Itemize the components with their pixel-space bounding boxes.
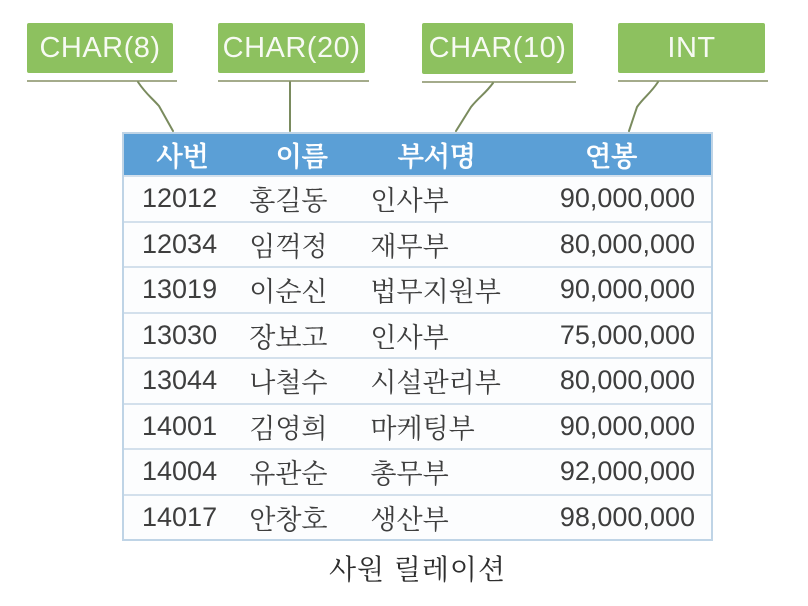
employee-relation-table [122, 132, 713, 541]
cell-salary: 90,000,000 [559, 274, 695, 305]
type-box-int-underline [618, 80, 768, 82]
connector-int-to-salary [629, 82, 658, 131]
cell-dept: 시설관리부 [370, 368, 501, 399]
table-row [124, 266, 711, 312]
cell-salary: 92,000,000 [559, 456, 695, 487]
cell-emp-no: 13019 [142, 274, 218, 305]
cell-emp-no: 14004 [142, 456, 218, 487]
table-row [124, 357, 711, 403]
type-box-char10-label: CHAR(10) [428, 32, 567, 64]
type-box-char10-underline [422, 81, 576, 83]
type-box-char8-underline [27, 80, 177, 82]
cell-emp-no: 12034 [142, 228, 218, 259]
type-box-char8 [27, 23, 173, 73]
column-header-salary: 연봉 [585, 142, 638, 172]
cell-dept: 재무부 [370, 231, 449, 262]
cell-name: 유관순 [249, 459, 328, 490]
type-box-char20-underline [218, 80, 369, 82]
cell-dept: 법무지원부 [370, 277, 501, 308]
table-row [124, 312, 711, 358]
cell-salary: 98,000,000 [559, 501, 695, 532]
column-header-empno: 사번 [156, 142, 209, 172]
cell-salary: 90,000,000 [559, 183, 695, 214]
table-row [124, 221, 711, 267]
cell-dept: 마케팅부 [370, 413, 475, 444]
cell-salary: 80,000,000 [559, 365, 695, 396]
column-header-name: 이름 [275, 142, 328, 172]
type-box-char10 [422, 23, 573, 74]
type-box-char8-label: CHAR(8) [39, 31, 161, 64]
table-header-row [124, 134, 711, 175]
type-box-int-label: INT [667, 31, 716, 64]
cell-dept: 총무부 [370, 459, 449, 490]
cell-emp-no: 14017 [142, 501, 218, 532]
cell-name: 홍길동 [249, 186, 328, 217]
table-row [124, 175, 711, 221]
cell-emp-no: 12012 [142, 183, 218, 214]
cell-salary: 90,000,000 [559, 410, 695, 441]
cell-salary: 75,000,000 [559, 319, 695, 350]
type-box-char20-label: CHAR(20) [222, 31, 361, 64]
table-caption: 사원 릴레이션 [328, 554, 507, 585]
cell-dept: 인사부 [370, 186, 449, 217]
type-box-int [618, 23, 765, 73]
connector-char8-to-empno [138, 82, 173, 131]
cell-name: 안창호 [249, 504, 328, 535]
cell-emp-no: 14001 [142, 410, 218, 441]
cell-salary: 80,000,000 [559, 228, 695, 259]
cell-name: 김영희 [249, 413, 328, 444]
cell-name: 이순신 [249, 277, 328, 308]
cell-name: 장보고 [249, 322, 328, 353]
table-row [124, 403, 711, 449]
cell-emp-no: 13030 [142, 319, 218, 350]
connector-char10-to-dept [456, 83, 493, 131]
cell-dept: 인사부 [370, 322, 449, 353]
cell-name: 임꺽정 [249, 231, 328, 262]
column-header-dept: 부서명 [397, 142, 476, 172]
cell-dept: 생산부 [370, 504, 449, 535]
cell-emp-no: 13044 [142, 365, 218, 396]
cell-name: 나철수 [249, 368, 328, 399]
table-row [124, 494, 711, 540]
type-box-char20 [218, 23, 365, 73]
table-row [124, 448, 711, 494]
